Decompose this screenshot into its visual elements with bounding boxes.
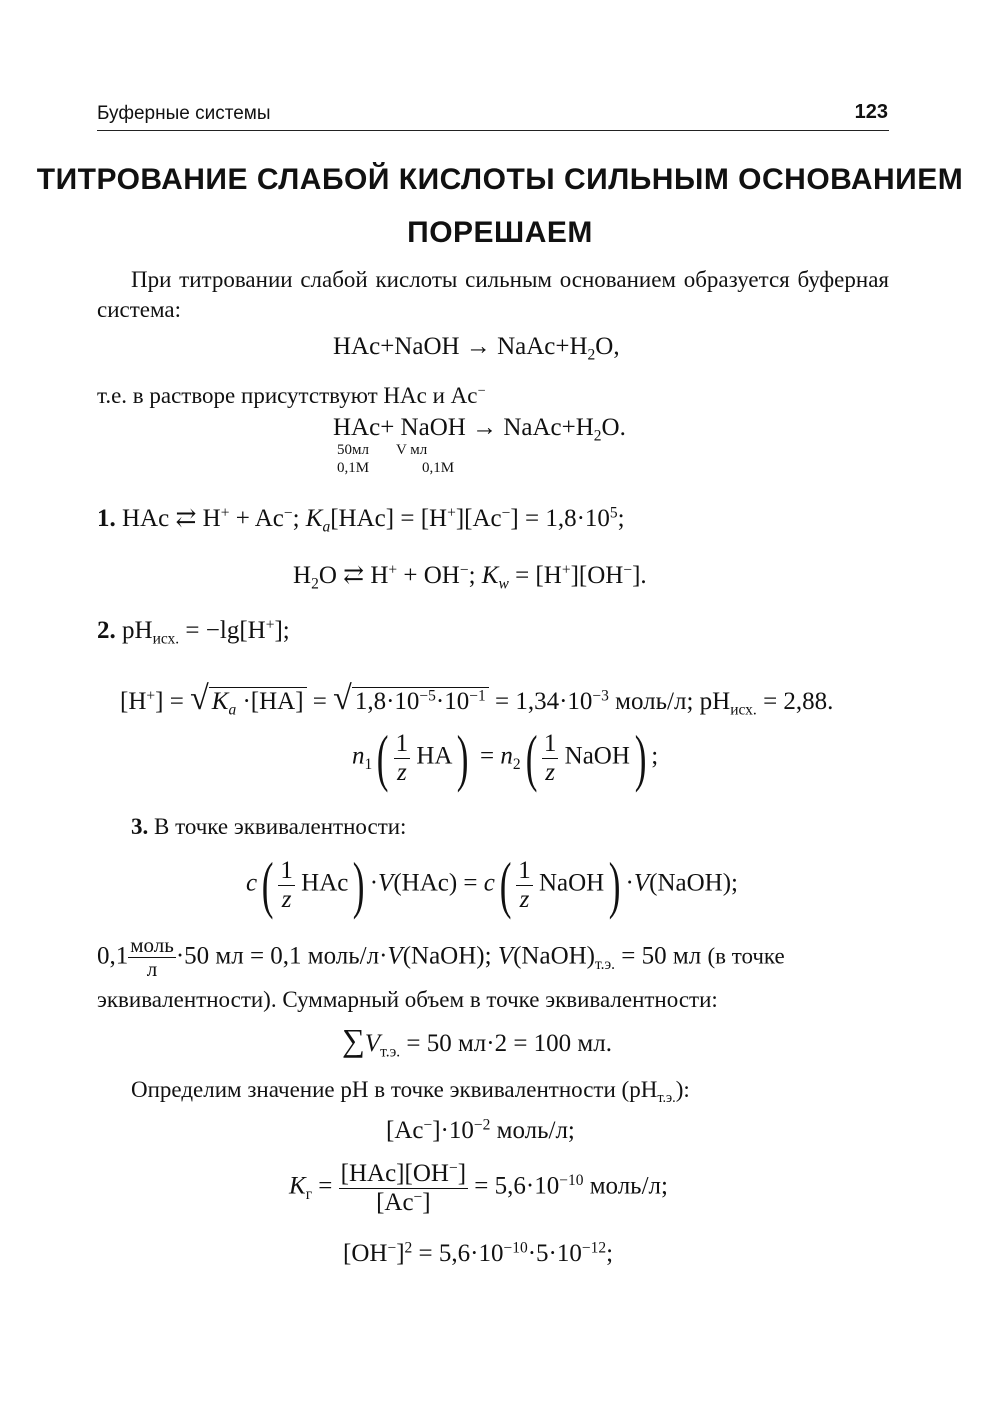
header-divider (97, 130, 889, 131)
volume-label-naoh: V мл (396, 442, 428, 458)
hydroxide-squared: $[OH^-]^2 = 5,6\cdot 10^{-10}\cdot 5\cdot 10^{-12}$; (343, 1239, 614, 1267)
equivalence-concentration-eq: c( $\frac{1}{z}$ HAc) ·V(HAc) = c( $\frac{1}{z}$ NaOH) ·V(NaOH); (246, 849, 738, 920)
page-number: 123 (854, 101, 888, 123)
step-3-number: 3. (131, 814, 149, 839)
conc-label-naoh: 0,1M (422, 460, 455, 476)
step-3-text: В точке эквивалентности: (154, 814, 407, 839)
total-volume: $\sum V_{т.э.} = 50$ мл·2 = 100 мл. (342, 1022, 612, 1061)
volume-label-hac: 50мл (337, 442, 369, 458)
hydrolysis-constant: $K_г$ = $\frac{[HAc][OH^-]}{[Ac^-]}$ = $5,6\cdot 10^{-10}$ моль/л; (289, 1159, 668, 1216)
note-line: т.е. в растворе присутствуют HAc и Ac− (97, 383, 486, 408)
reaction-equation-2: HAc+ NaOH → $NaAc+H_2O$. (333, 414, 626, 445)
ph-eq-heading: Определим значение pH в точке эквивалентности $(pH_{т.э.})$: (131, 1077, 690, 1106)
acetate-concentration: $[Ac^-]\cdot 10^{-2}$ моль/л; (386, 1116, 575, 1144)
intro-paragraph: При титровании слабой кислоты сильным основанием образуется буферная система: (97, 267, 889, 322)
conc-label-hac: 0,1M (337, 460, 370, 476)
step-2-number: 2. (97, 617, 116, 644)
water-equilibrium: $H_2O$ ⇄ H+ + OH−; $K_w = [H^+][OH^-]$. (293, 561, 647, 593)
volume-continuation: эквивалентности). Суммарный объем в точке эквивалентности: (97, 987, 718, 1012)
note-text: т.е. в растворе присутствуют HAc и Ac (97, 383, 478, 408)
running-header: Буферные системы (97, 103, 271, 124)
page-title: ТИТРОВАНИЕ СЛАБОЙ КИСЛОТЫ СИЛЬНЫМ ОСНОВАНИЕМ (36, 163, 964, 196)
step-1-number: 1. (97, 505, 116, 532)
step-1-equilibrium: 1. HAc ⇄ H+ + Ac−; $K_a[HAc] = [H^+][Ac^-] = 1,8\cdot 10^5$; (97, 504, 625, 536)
equivalence-moles: $n_1$( $\frac{1}{z}$ $HA) = n_2$( $\frac{1}{z}$ NaOH) ; (352, 722, 659, 793)
volume-tail: (в точке (707, 943, 785, 969)
volume-calc: 0,1 $\frac{\text{моль}}{л}$ ·50 мл = 0,1 моль/л·V(NaOH); $V(NaOH)_{т.э.} = 50$ мл (в точке (97, 933, 785, 982)
step-2-ph-initial: 2. $pH_{исх.} = -\lg[H^+]$; (97, 616, 290, 648)
reaction-equation-1: HAc+NaOH → $NaAc+H_2O$, (333, 333, 620, 364)
page-subtitle: ПОРЕШАЕМ (407, 216, 593, 249)
ph-eq-text: Определим значение pH в точке эквивалентности (pH (131, 1077, 658, 1102)
hydrogen-ion-calc: [H+] = √ $K_a \cdot[HA]$ = √ $1,8\cdot 10^{-5}\cdot 10^{-1} = 1,34\cdot 10^{-3}$ моль/л; $pH_{исх.} = 2,88$. (120, 680, 834, 719)
step-3-heading (131, 812, 406, 842)
